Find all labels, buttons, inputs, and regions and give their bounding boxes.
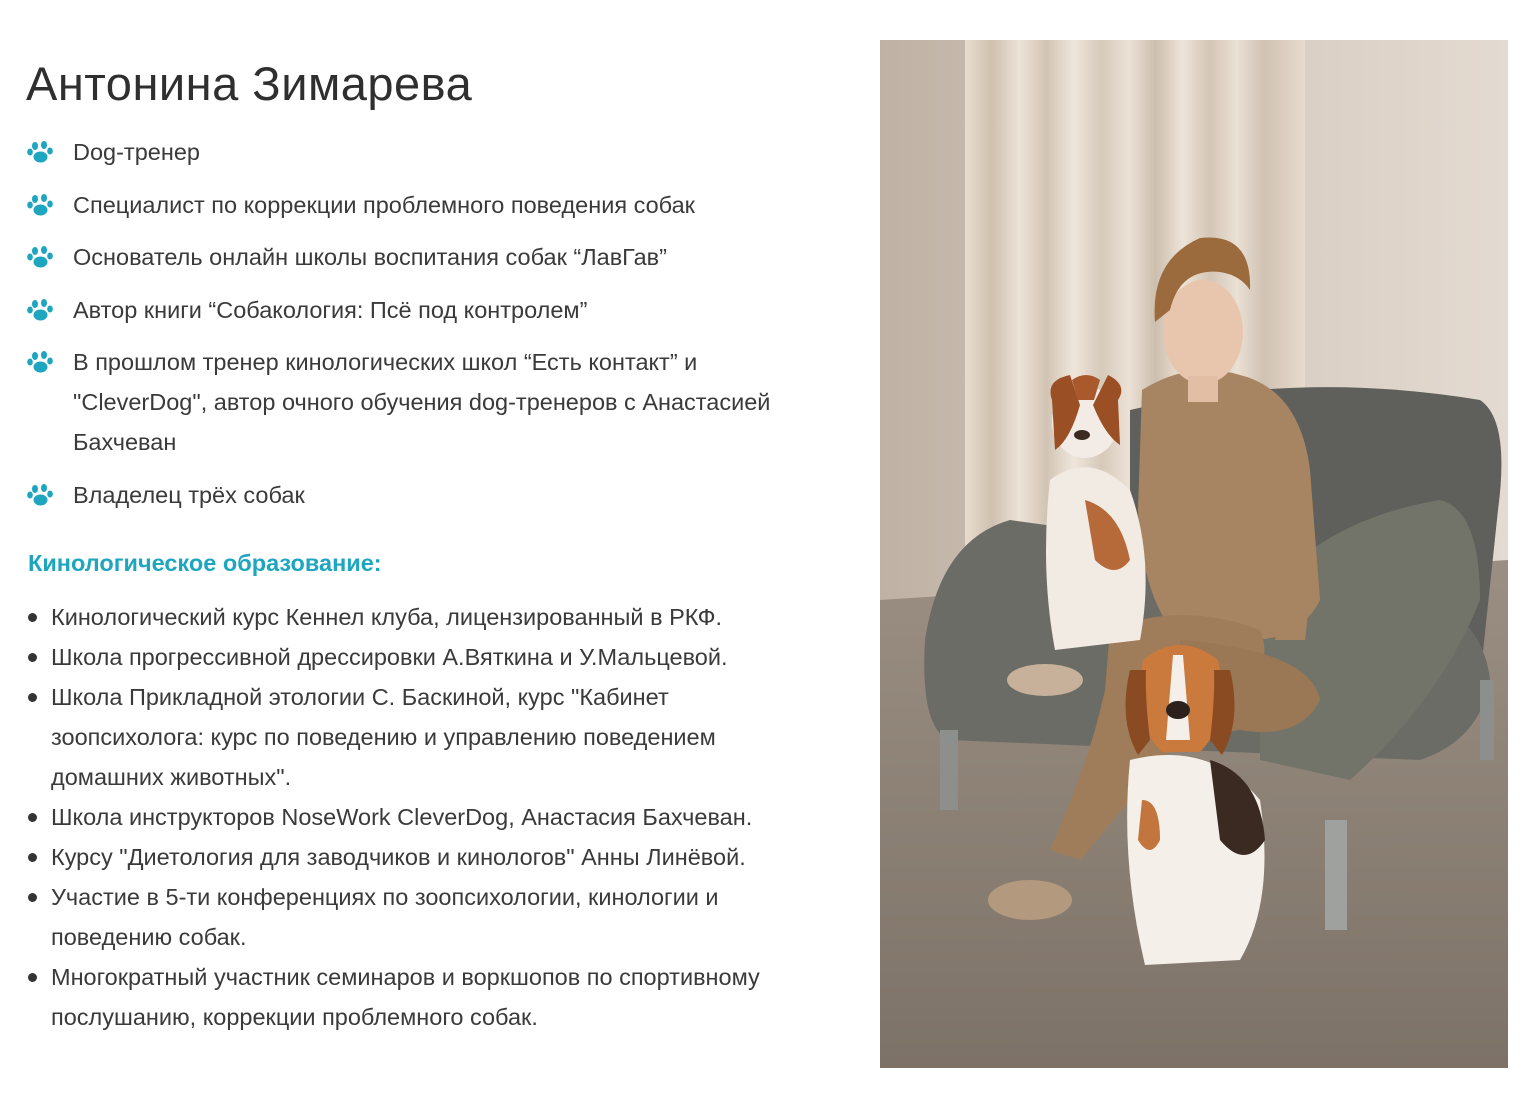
roles-list bbox=[26, 132, 806, 527]
bullet-dot bbox=[28, 973, 37, 982]
paw-icon bbox=[26, 297, 54, 323]
paw-icon bbox=[26, 244, 54, 270]
paw-icon bbox=[26, 192, 54, 218]
role-item bbox=[26, 132, 806, 172]
education-text: Школа Прикладной этологии С. Баскиной, курс "Кабинет зоопсихолога: курс по поведению и управлению поведением домашних животных". bbox=[51, 684, 716, 790]
education-text: Школа прогрессивной дрессировки А.Вяткина и У.Мальцевой. bbox=[51, 644, 728, 670]
education-text: Участие в 5-ти конференциях по зоопсихологии, кинологии и поведению собак. bbox=[51, 884, 719, 950]
education-item bbox=[26, 957, 816, 1037]
bullet-dot bbox=[28, 693, 37, 702]
education-item bbox=[26, 797, 816, 837]
trainer-photo bbox=[880, 40, 1508, 1068]
paw-icon bbox=[26, 139, 54, 165]
education-heading: Кинологическое образование: bbox=[28, 550, 382, 576]
education-text: Школа инструкторов NoseWork CleverDog, Анастасия Бахчеван. bbox=[51, 804, 753, 830]
education-text: Курсу "Диетология для заводчиков и кинологов" Анны Линёвой. bbox=[51, 844, 746, 870]
bullet-dot bbox=[28, 893, 37, 902]
bullet-dot bbox=[28, 613, 37, 622]
bullet-dot bbox=[28, 813, 37, 822]
role-text: Автор книги “Собакология: Псё под контролем” bbox=[73, 296, 588, 323]
education-text: Многократный участник семинаров и воркшопов по спортивному послушанию, коррекции проблемного собак. bbox=[51, 964, 760, 1030]
role-text: В прошлом тренер кинологических школ “Есть контакт” и "CleverDog", автор очного обучения dog-тренеров с Анастасией Бахчеван bbox=[73, 349, 771, 455]
paw-icon bbox=[26, 349, 54, 375]
role-item bbox=[26, 290, 806, 330]
role-item bbox=[26, 342, 806, 462]
role-item bbox=[26, 185, 806, 225]
role-text: Dog-тренер bbox=[73, 139, 200, 165]
role-item bbox=[26, 237, 806, 277]
trainer-name: Антонина Зимарева bbox=[26, 57, 473, 110]
bullet-dot bbox=[28, 853, 37, 862]
role-text: Основатель онлайн школы воспитания собак “ЛавГав” bbox=[73, 244, 667, 270]
photo-illustration bbox=[880, 40, 1508, 1068]
role-text: Специалист по коррекции проблемного поведения собак bbox=[73, 191, 695, 218]
bullet-dot bbox=[28, 653, 37, 662]
education-item bbox=[26, 597, 816, 637]
education-item bbox=[26, 677, 816, 797]
education-item bbox=[26, 877, 816, 957]
education-item bbox=[26, 637, 816, 677]
education-list bbox=[26, 597, 816, 1037]
paw-icon bbox=[26, 482, 54, 508]
role-item bbox=[26, 475, 806, 515]
education-item bbox=[26, 837, 816, 877]
role-text: Владелец трёх собак bbox=[73, 481, 305, 508]
education-text: Кинологический курс Кеннел клуба, лицензированный в РКФ. bbox=[51, 604, 723, 630]
